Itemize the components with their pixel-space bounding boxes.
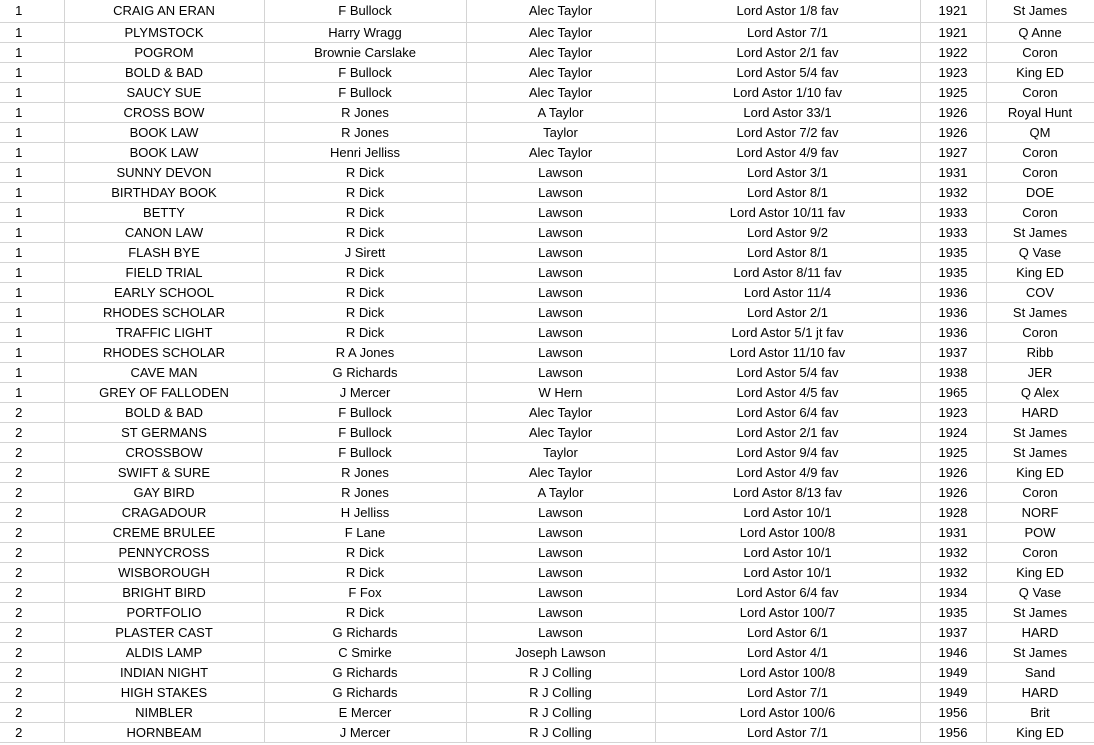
- position-cell[interactable]: 2: [0, 503, 64, 523]
- table-row: [0, 723, 1094, 743]
- horse-cell[interactable]: BRIGHT BIRD: [64, 583, 264, 603]
- table-row: [0, 23, 1094, 43]
- race-cell[interactable]: Coron: [986, 323, 1094, 343]
- race-cell[interactable]: HARD: [986, 683, 1094, 703]
- table-row: [0, 63, 1094, 83]
- jockey-cell[interactable]: J Sirett: [264, 243, 466, 263]
- race-cell[interactable]: St James: [986, 443, 1094, 463]
- jockey-cell[interactable]: R Dick: [264, 283, 466, 303]
- owner-odds-cell[interactable]: Lord Astor 5/1 jt fav: [655, 323, 920, 343]
- table-row: [0, 223, 1094, 243]
- owner-odds-cell[interactable]: Lord Astor 100/8: [655, 523, 920, 543]
- owner-odds-cell[interactable]: Lord Astor 7/1: [655, 23, 920, 43]
- year-cell[interactable]: 1965: [920, 383, 986, 403]
- race-cell[interactable]: Coron: [986, 143, 1094, 163]
- table-row: [0, 563, 1094, 583]
- owner-odds-cell[interactable]: Lord Astor 10/1: [655, 503, 920, 523]
- trainer-cell[interactable]: A Taylor: [466, 103, 655, 123]
- table-row: [0, 363, 1094, 383]
- horse-cell[interactable]: GAY BIRD: [64, 483, 264, 503]
- trainer-cell[interactable]: Alec Taylor: [466, 463, 655, 483]
- horse-cell[interactable]: BOOK LAW: [64, 143, 264, 163]
- owner-odds-cell[interactable]: Lord Astor 1/8 fav: [655, 0, 920, 23]
- position-cell[interactable]: 1: [0, 363, 64, 383]
- trainer-cell[interactable]: Alec Taylor: [466, 0, 655, 23]
- race-cell[interactable]: HARD: [986, 623, 1094, 643]
- position-cell[interactable]: 1: [0, 383, 64, 403]
- position-cell[interactable]: 1: [0, 323, 64, 343]
- position-cell[interactable]: 1: [0, 43, 64, 63]
- position-cell[interactable]: 2: [0, 543, 64, 563]
- table-row: [0, 263, 1094, 283]
- table-row: [0, 323, 1094, 343]
- table-row: [0, 83, 1094, 103]
- owner-odds-cell[interactable]: Lord Astor 7/1: [655, 723, 920, 743]
- table-row: [0, 343, 1094, 363]
- trainer-cell[interactable]: R J Colling: [466, 703, 655, 723]
- position-cell[interactable]: 2: [0, 403, 64, 423]
- owner-odds-cell[interactable]: Lord Astor 6/1: [655, 623, 920, 643]
- owner-odds-cell[interactable]: Lord Astor 4/9 fav: [655, 143, 920, 163]
- table-row: [0, 663, 1094, 683]
- year-cell[interactable]: 1926: [920, 483, 986, 503]
- jockey-cell[interactable]: R Jones: [264, 483, 466, 503]
- horse-cell[interactable]: RHODES SCHOLAR: [64, 343, 264, 363]
- race-cell[interactable]: Q Vase: [986, 583, 1094, 603]
- jockey-cell[interactable]: G Richards: [264, 683, 466, 703]
- position-cell[interactable]: 2: [0, 663, 64, 683]
- race-cell[interactable]: Coron: [986, 203, 1094, 223]
- race-cell[interactable]: Q Anne: [986, 23, 1094, 43]
- jockey-cell[interactable]: G Richards: [264, 623, 466, 643]
- trainer-cell[interactable]: Lawson: [466, 523, 655, 543]
- race-cell[interactable]: QM: [986, 123, 1094, 143]
- trainer-cell[interactable]: Alec Taylor: [466, 43, 655, 63]
- position-cell[interactable]: 1: [0, 23, 64, 43]
- position-cell[interactable]: 2: [0, 583, 64, 603]
- table-row: [0, 123, 1094, 143]
- horse-cell[interactable]: FIELD TRIAL: [64, 263, 264, 283]
- table-row: [0, 503, 1094, 523]
- horse-cell[interactable]: BETTY: [64, 203, 264, 223]
- horse-cell[interactable]: CRAGADOUR: [64, 503, 264, 523]
- jockey-cell[interactable]: J Mercer: [264, 383, 466, 403]
- horse-cell[interactable]: CROSSBOW: [64, 443, 264, 463]
- race-cell[interactable]: St James: [986, 603, 1094, 623]
- horse-cell[interactable]: NIMBLER: [64, 703, 264, 723]
- position-cell[interactable]: 2: [0, 703, 64, 723]
- position-cell[interactable]: 1: [0, 143, 64, 163]
- year-cell[interactable]: 1956: [920, 703, 986, 723]
- owner-odds-cell[interactable]: Lord Astor 8/13 fav: [655, 483, 920, 503]
- table-row: [0, 523, 1094, 543]
- trainer-cell[interactable]: Lawson: [466, 363, 655, 383]
- year-cell[interactable]: 1932: [920, 543, 986, 563]
- jockey-cell[interactable]: G Richards: [264, 663, 466, 683]
- trainer-cell[interactable]: Alec Taylor: [466, 143, 655, 163]
- jockey-cell[interactable]: F Bullock: [264, 403, 466, 423]
- horse-cell[interactable]: BOOK LAW: [64, 123, 264, 143]
- year-cell[interactable]: 1946: [920, 643, 986, 663]
- race-cell[interactable]: Ribb: [986, 343, 1094, 363]
- position-cell[interactable]: 1: [0, 183, 64, 203]
- year-cell[interactable]: 1921: [920, 0, 986, 23]
- horse-cell[interactable]: CANON LAW: [64, 223, 264, 243]
- table-row: [0, 243, 1094, 263]
- owner-odds-cell[interactable]: Lord Astor 3/1: [655, 163, 920, 183]
- trainer-cell[interactable]: Lawson: [466, 343, 655, 363]
- jockey-cell[interactable]: R A Jones: [264, 343, 466, 363]
- year-cell[interactable]: 1932: [920, 183, 986, 203]
- owner-odds-cell[interactable]: Lord Astor 4/5 fav: [655, 383, 920, 403]
- table-row: [0, 703, 1094, 723]
- jockey-cell[interactable]: F Bullock: [264, 443, 466, 463]
- position-cell[interactable]: 1: [0, 83, 64, 103]
- owner-odds-cell[interactable]: Lord Astor 6/4 fav: [655, 403, 920, 423]
- owner-odds-cell[interactable]: Lord Astor 4/1: [655, 643, 920, 663]
- race-cell[interactable]: NORF: [986, 503, 1094, 523]
- table-row: [0, 203, 1094, 223]
- horse-cell[interactable]: ST GERMANS: [64, 423, 264, 443]
- trainer-cell[interactable]: Lawson: [466, 323, 655, 343]
- race-cell[interactable]: St James: [986, 303, 1094, 323]
- year-cell[interactable]: 1949: [920, 683, 986, 703]
- trainer-cell[interactable]: Alec Taylor: [466, 23, 655, 43]
- jockey-cell[interactable]: F Lane: [264, 523, 466, 543]
- jockey-cell[interactable]: R Dick: [264, 223, 466, 243]
- horse-cell[interactable]: CRAIG AN ERAN: [64, 0, 264, 23]
- year-cell[interactable]: 1923: [920, 63, 986, 83]
- year-cell[interactable]: 1923: [920, 403, 986, 423]
- owner-odds-cell[interactable]: Lord Astor 5/4 fav: [655, 63, 920, 83]
- table-row: [0, 543, 1094, 563]
- owner-odds-cell[interactable]: Lord Astor 2/1 fav: [655, 43, 920, 63]
- table-row: [0, 623, 1094, 643]
- horse-cell[interactable]: HIGH STAKES: [64, 683, 264, 703]
- horse-cell[interactable]: CREME BRULEE: [64, 523, 264, 543]
- jockey-cell[interactable]: Henri Jelliss: [264, 143, 466, 163]
- position-cell[interactable]: 2: [0, 463, 64, 483]
- trainer-cell[interactable]: Lawson: [466, 263, 655, 283]
- jockey-cell[interactable]: R Dick: [264, 303, 466, 323]
- table-row: [0, 463, 1094, 483]
- race-cell[interactable]: JER: [986, 363, 1094, 383]
- race-cell[interactable]: Sand: [986, 663, 1094, 683]
- owner-odds-cell[interactable]: Lord Astor 4/9 fav: [655, 463, 920, 483]
- position-cell[interactable]: 1: [0, 0, 64, 23]
- race-cell[interactable]: King ED: [986, 463, 1094, 483]
- year-cell[interactable]: 1925: [920, 83, 986, 103]
- year-cell[interactable]: 1934: [920, 583, 986, 603]
- jockey-cell[interactable]: H Jelliss: [264, 503, 466, 523]
- jockey-cell[interactable]: F Bullock: [264, 423, 466, 443]
- jockey-cell[interactable]: F Fox: [264, 583, 466, 603]
- owner-odds-cell[interactable]: Lord Astor 1/10 fav: [655, 83, 920, 103]
- race-cell[interactable]: St James: [986, 0, 1094, 23]
- year-cell[interactable]: 1922: [920, 43, 986, 63]
- year-cell[interactable]: 1933: [920, 203, 986, 223]
- race-cell[interactable]: Coron: [986, 543, 1094, 563]
- table-row: [0, 303, 1094, 323]
- position-cell[interactable]: 2: [0, 623, 64, 643]
- horse-cell[interactable]: SAUCY SUE: [64, 83, 264, 103]
- position-cell[interactable]: 1: [0, 223, 64, 243]
- owner-odds-cell[interactable]: Lord Astor 10/11 fav: [655, 203, 920, 223]
- horse-cell[interactable]: RHODES SCHOLAR: [64, 303, 264, 323]
- race-cell[interactable]: St James: [986, 643, 1094, 663]
- jockey-cell[interactable]: Brownie Carslake: [264, 43, 466, 63]
- trainer-cell[interactable]: Lawson: [466, 203, 655, 223]
- jockey-cell[interactable]: R Dick: [264, 323, 466, 343]
- trainer-cell[interactable]: Alec Taylor: [466, 423, 655, 443]
- position-cell[interactable]: 2: [0, 683, 64, 703]
- year-cell[interactable]: 1927: [920, 143, 986, 163]
- position-cell[interactable]: 2: [0, 423, 64, 443]
- table-row: [0, 43, 1094, 63]
- jockey-cell[interactable]: E Mercer: [264, 703, 466, 723]
- position-cell[interactable]: 2: [0, 723, 64, 743]
- jockey-cell[interactable]: C Smirke: [264, 643, 466, 663]
- horse-cell[interactable]: PLASTER CAST: [64, 623, 264, 643]
- year-cell[interactable]: 1925: [920, 443, 986, 463]
- year-cell[interactable]: 1924: [920, 423, 986, 443]
- horse-cell[interactable]: CAVE MAN: [64, 363, 264, 383]
- horse-cell[interactable]: FLASH BYE: [64, 243, 264, 263]
- owner-odds-cell[interactable]: Lord Astor 7/1: [655, 683, 920, 703]
- year-cell[interactable]: 1931: [920, 163, 986, 183]
- race-cell[interactable]: Coron: [986, 83, 1094, 103]
- horse-cell[interactable]: HORNBEAM: [64, 723, 264, 743]
- jockey-cell[interactable]: R Dick: [264, 203, 466, 223]
- owner-odds-cell[interactable]: Lord Astor 2/1: [655, 303, 920, 323]
- race-cell[interactable]: Coron: [986, 43, 1094, 63]
- horse-cell[interactable]: POGROM: [64, 43, 264, 63]
- jockey-cell[interactable]: Harry Wragg: [264, 23, 466, 43]
- jockey-cell[interactable]: R Jones: [264, 123, 466, 143]
- jockey-cell[interactable]: R Jones: [264, 103, 466, 123]
- jockey-cell[interactable]: R Dick: [264, 163, 466, 183]
- horse-cell[interactable]: INDIAN NIGHT: [64, 663, 264, 683]
- year-cell[interactable]: 1926: [920, 123, 986, 143]
- jockey-cell[interactable]: R Jones: [264, 463, 466, 483]
- table-row: [0, 643, 1094, 663]
- year-cell[interactable]: 1937: [920, 343, 986, 363]
- race-cell[interactable]: Q Vase: [986, 243, 1094, 263]
- position-cell[interactable]: 2: [0, 643, 64, 663]
- race-cell[interactable]: HARD: [986, 403, 1094, 423]
- owner-odds-cell[interactable]: Lord Astor 10/1: [655, 563, 920, 583]
- horse-cell[interactable]: SUNNY DEVON: [64, 163, 264, 183]
- owner-odds-cell[interactable]: Lord Astor 100/6: [655, 703, 920, 723]
- jockey-cell[interactable]: R Dick: [264, 563, 466, 583]
- year-cell[interactable]: 1935: [920, 603, 986, 623]
- jockey-cell[interactable]: R Dick: [264, 603, 466, 623]
- owner-odds-cell[interactable]: Lord Astor 9/4 fav: [655, 443, 920, 463]
- race-cell[interactable]: POW: [986, 523, 1094, 543]
- trainer-cell[interactable]: R J Colling: [466, 723, 655, 743]
- table-row: [0, 443, 1094, 463]
- owner-odds-cell[interactable]: Lord Astor 9/2: [655, 223, 920, 243]
- year-cell[interactable]: 1928: [920, 503, 986, 523]
- table-row: [0, 583, 1094, 603]
- position-cell[interactable]: 1: [0, 343, 64, 363]
- trainer-cell[interactable]: Lawson: [466, 583, 655, 603]
- table-row: [0, 0, 1094, 23]
- owner-odds-cell[interactable]: Lord Astor 8/1: [655, 243, 920, 263]
- year-cell[interactable]: 1949: [920, 663, 986, 683]
- position-cell[interactable]: 1: [0, 203, 64, 223]
- jockey-cell[interactable]: R Dick: [264, 263, 466, 283]
- position-cell[interactable]: 1: [0, 243, 64, 263]
- owner-odds-cell[interactable]: Lord Astor 2/1 fav: [655, 423, 920, 443]
- year-cell[interactable]: 1937: [920, 623, 986, 643]
- race-cell[interactable]: Royal Hunt: [986, 103, 1094, 123]
- horse-cell[interactable]: BOLD & BAD: [64, 403, 264, 423]
- year-cell[interactable]: 1935: [920, 243, 986, 263]
- year-cell[interactable]: 1956: [920, 723, 986, 743]
- trainer-cell[interactable]: Lawson: [466, 543, 655, 563]
- year-cell[interactable]: 1935: [920, 263, 986, 283]
- position-cell[interactable]: 2: [0, 523, 64, 543]
- trainer-cell[interactable]: Alec Taylor: [466, 63, 655, 83]
- year-cell[interactable]: 1936: [920, 323, 986, 343]
- trainer-cell[interactable]: Alec Taylor: [466, 403, 655, 423]
- year-cell[interactable]: 1933: [920, 223, 986, 243]
- owner-odds-cell[interactable]: Lord Astor 11/4: [655, 283, 920, 303]
- position-cell[interactable]: 2: [0, 483, 64, 503]
- jockey-cell[interactable]: R Dick: [264, 183, 466, 203]
- position-cell[interactable]: 1: [0, 283, 64, 303]
- jockey-cell[interactable]: G Richards: [264, 363, 466, 383]
- year-cell[interactable]: 1926: [920, 463, 986, 483]
- year-cell[interactable]: 1936: [920, 283, 986, 303]
- race-cell[interactable]: Brit: [986, 703, 1094, 723]
- year-cell[interactable]: 1926: [920, 103, 986, 123]
- owner-odds-cell[interactable]: Lord Astor 11/10 fav: [655, 343, 920, 363]
- jockey-cell[interactable]: F Bullock: [264, 83, 466, 103]
- table-row: [0, 683, 1094, 703]
- table-row: [0, 403, 1094, 423]
- trainer-cell[interactable]: Lawson: [466, 183, 655, 203]
- trainer-cell[interactable]: Lawson: [466, 163, 655, 183]
- race-cell[interactable]: COV: [986, 283, 1094, 303]
- race-cell[interactable]: St James: [986, 423, 1094, 443]
- owner-odds-cell[interactable]: Lord Astor 5/4 fav: [655, 363, 920, 383]
- position-cell[interactable]: 1: [0, 303, 64, 323]
- year-cell[interactable]: 1921: [920, 23, 986, 43]
- trainer-cell[interactable]: Lawson: [466, 503, 655, 523]
- owner-odds-cell[interactable]: Lord Astor 100/7: [655, 603, 920, 623]
- year-cell[interactable]: 1931: [920, 523, 986, 543]
- trainer-cell[interactable]: Lawson: [466, 563, 655, 583]
- trainer-cell[interactable]: A Taylor: [466, 483, 655, 503]
- table-row: [0, 103, 1094, 123]
- trainer-cell[interactable]: Lawson: [466, 303, 655, 323]
- table-row: [0, 183, 1094, 203]
- horse-cell[interactable]: EARLY SCHOOL: [64, 283, 264, 303]
- race-cell[interactable]: King ED: [986, 63, 1094, 83]
- jockey-cell[interactable]: F Bullock: [264, 0, 466, 23]
- race-cell[interactable]: King ED: [986, 723, 1094, 743]
- table-row: [0, 383, 1094, 403]
- position-cell[interactable]: 1: [0, 63, 64, 83]
- horse-cell[interactable]: PENNYCROSS: [64, 543, 264, 563]
- position-cell[interactable]: 1: [0, 103, 64, 123]
- horse-cell[interactable]: BIRTHDAY BOOK: [64, 183, 264, 203]
- year-cell[interactable]: 1932: [920, 563, 986, 583]
- table-row: [0, 603, 1094, 623]
- trainer-cell[interactable]: R J Colling: [466, 683, 655, 703]
- race-cell[interactable]: King ED: [986, 263, 1094, 283]
- position-cell[interactable]: 1: [0, 123, 64, 143]
- table-row: [0, 283, 1094, 303]
- horse-cell[interactable]: SWIFT & SURE: [64, 463, 264, 483]
- horse-cell[interactable]: PORTFOLIO: [64, 603, 264, 623]
- race-cell[interactable]: DOE: [986, 183, 1094, 203]
- trainer-cell[interactable]: Lawson: [466, 243, 655, 263]
- owner-odds-cell[interactable]: Lord Astor 33/1: [655, 103, 920, 123]
- horse-cell[interactable]: CROSS BOW: [64, 103, 264, 123]
- position-cell[interactable]: 1: [0, 163, 64, 183]
- trainer-cell[interactable]: W Hern: [466, 383, 655, 403]
- race-cell[interactable]: King ED: [986, 563, 1094, 583]
- table-row: [0, 143, 1094, 163]
- horse-cell[interactable]: WISBOROUGH: [64, 563, 264, 583]
- race-cell[interactable]: St James: [986, 223, 1094, 243]
- horse-cell[interactable]: PLYMSTOCK: [64, 23, 264, 43]
- year-cell[interactable]: 1936: [920, 303, 986, 323]
- trainer-cell[interactable]: Lawson: [466, 603, 655, 623]
- trainer-cell[interactable]: Lawson: [466, 623, 655, 643]
- trainer-cell[interactable]: R J Colling: [466, 663, 655, 683]
- position-cell[interactable]: 2: [0, 563, 64, 583]
- table-row: [0, 163, 1094, 183]
- trainer-cell[interactable]: Lawson: [466, 283, 655, 303]
- horse-cell[interactable]: GREY OF FALLODEN: [64, 383, 264, 403]
- position-cell[interactable]: 2: [0, 443, 64, 463]
- owner-odds-cell[interactable]: Lord Astor 100/8: [655, 663, 920, 683]
- jockey-cell[interactable]: J Mercer: [264, 723, 466, 743]
- position-cell[interactable]: 2: [0, 603, 64, 623]
- jockey-cell[interactable]: R Dick: [264, 543, 466, 563]
- race-cell[interactable]: Coron: [986, 483, 1094, 503]
- position-cell[interactable]: 1: [0, 263, 64, 283]
- race-cell[interactable]: Coron: [986, 163, 1094, 183]
- trainer-cell[interactable]: Taylor: [466, 443, 655, 463]
- race-cell[interactable]: Q Alex: [986, 383, 1094, 403]
- jockey-cell[interactable]: F Bullock: [264, 63, 466, 83]
- horse-cell[interactable]: BOLD & BAD: [64, 63, 264, 83]
- trainer-cell[interactable]: Lawson: [466, 223, 655, 243]
- table-row: [0, 483, 1094, 503]
- owner-odds-cell[interactable]: Lord Astor 8/1: [655, 183, 920, 203]
- horse-cell[interactable]: TRAFFIC LIGHT: [64, 323, 264, 343]
- trainer-cell[interactable]: Joseph Lawson: [466, 643, 655, 663]
- year-cell[interactable]: 1938: [920, 363, 986, 383]
- table-row: [0, 423, 1094, 443]
- owner-odds-cell[interactable]: Lord Astor 8/11 fav: [655, 263, 920, 283]
- horse-cell[interactable]: ALDIS LAMP: [64, 643, 264, 663]
- owner-odds-cell[interactable]: Lord Astor 7/2 fav: [655, 123, 920, 143]
- trainer-cell[interactable]: Alec Taylor: [466, 83, 655, 103]
- owner-odds-cell[interactable]: Lord Astor 10/1: [655, 543, 920, 563]
- owner-odds-cell[interactable]: Lord Astor 6/4 fav: [655, 583, 920, 603]
- trainer-cell[interactable]: Taylor: [466, 123, 655, 143]
